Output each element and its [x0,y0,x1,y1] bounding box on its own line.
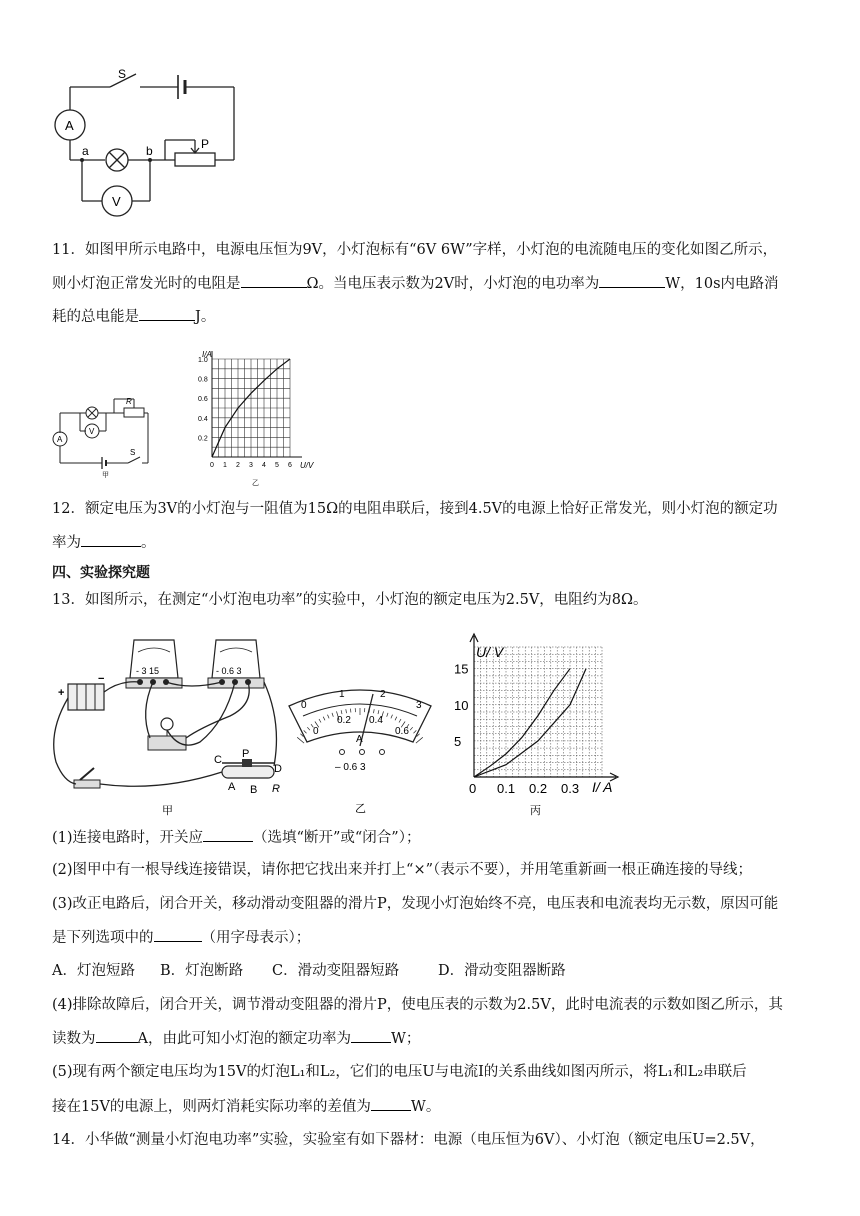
q13-p1 [52,827,420,848]
q11-chart-ylabel: I/A [202,350,212,359]
q11-blank-resistance[interactable] [241,273,307,288]
q11-jia-r-label: R [126,397,132,406]
dial-terminals: – 0.6 3 [335,762,366,773]
x-tick-label: 1 [223,462,227,469]
q11-line3-text-b: J。 [195,309,216,325]
voltmeter-device [126,640,182,688]
q11-line1: 11．如图甲所示电路中，电源电压恒为9V，小灯泡标有“6V 6W”字样，小灯泡的电流随电压的变化如图乙所示， [52,242,778,258]
q13-p4-text-c: W； [390,1031,421,1047]
y-tick-label: 10 [454,697,469,713]
q13-p3-line1: (3)改正电路后，闭合开关，移动滑动变阻器的滑片P，发现小灯泡始终不亮，电压表和电流表均无示数，原因可能 [52,896,779,912]
dial-bottom-tick-0: 0 [313,726,319,737]
voltmeter-label: V [112,194,121,209]
rheostat-r-label: R [272,783,280,795]
option-a[interactable]: A．灯泡短路 [52,963,135,979]
dial-top-tick-0: 0 [301,700,307,711]
q13-blank-rated-power[interactable] [351,1028,391,1043]
q14-line1: 14．小华做“测量小灯泡电功率”实验，实验室有如下器材：电源（电压恒为6V）、小灯泡（额定电压U=2.5V， [52,1132,765,1148]
q13-chart-bing [440,632,630,822]
option-d[interactable]: D．滑动变阻器断路 [438,963,566,979]
switch-device [74,768,100,788]
q13-chart-ylabel: U/ V [476,644,504,660]
switch-label: S [118,67,127,81]
x-tick-label: 0.1 [497,781,516,796]
y-tick-label: 0.8 [198,376,208,384]
q13-ammeter-dial-yi [285,680,435,820]
q13-p3-text-b: （用字母表示）； [201,930,311,946]
q13-p5-text-a: 接在15V的电源上，则两灯消耗实际功率的差值为 [52,1099,371,1115]
q13-blank-switch[interactable] [203,827,253,842]
y-tick-label: 0.4 [198,415,208,423]
q13-jia-caption: 甲 [162,805,173,817]
q13-intro: 13．如图所示，在测定“小灯泡电功率”的实验中，小灯泡的额定电压为2.5V，电阻约为8Ω。 [52,592,648,608]
q11-blank-energy[interactable] [139,306,195,321]
battery-pack [68,684,104,710]
rheostat-p-label: P [242,748,250,760]
q13-p4-line2 [52,1028,420,1049]
q11-line2-text-b: Ω。当电压表示数为2V时，小灯泡的电功率为 [306,276,600,292]
q13-chart-curve-1 [474,669,570,777]
dial-tick [416,737,423,743]
q11-line3-text-a: 耗的总电能是 [52,309,139,325]
rheostat-a-label: A [228,781,236,793]
y-tick-label: 0.2 [198,435,208,443]
q13-p4-text-a: 读数为 [52,1031,96,1047]
x-tick-label: 5 [275,462,279,469]
top-circuit-diagram [50,60,250,220]
ammeter-scale: - 0.6 3 [216,666,242,676]
q13-blank-current[interactable] [96,1028,138,1043]
dial-top-tick-1: 1 [339,689,345,700]
ammeter-device [208,640,264,688]
q12-blank-power[interactable] [81,532,141,547]
dial-bottom-tick-1: 0.2 [337,715,351,726]
q13-p1-text-a: (1)连接电路时，开关应 [52,830,204,846]
x-tick-label: 0.3 [561,781,580,796]
x-tick-label: 2 [236,462,240,469]
q11-circuit-jia [50,385,160,479]
q13-p4-text-b: A，由此可知小灯泡的额定功率为 [137,1031,351,1047]
q11-chart-xlabel: U/V [300,461,314,470]
rheostat-d-label: D [274,763,282,775]
dial-unit: A [356,734,363,745]
lamp-on-base [148,718,186,750]
dial-bottom-tick-2: 0.4 [369,715,383,726]
q11-jia-a-label: A [57,435,63,444]
q13-p5-line2 [52,1096,440,1117]
x-tick-label: 6 [288,462,292,469]
rheostat-b-label: B [250,784,258,796]
battery-minus-label: − [98,673,105,685]
q13-apparatus-jia [50,632,290,822]
q13-p3-line2 [52,927,310,948]
y-tick-label: 5 [454,733,462,749]
q13-chart-xlabel: I/ A [592,779,613,795]
q11-chart-caption: 乙 [252,480,259,487]
q11-line2-text-a: 则小灯泡正常发光时的电阻是 [52,276,241,292]
rheostat-c-label: C [214,754,222,766]
y-tick-label: 1.0 [198,357,208,364]
q13-p4-line1: (4)排除故障后，闭合开关，调节滑动变阻器的滑片P，使电压表的示数为2.5V，此时电流表的示数如图乙所示，其 [52,997,783,1013]
y-tick-label: 0.6 [198,396,208,404]
node-b-label: b [146,144,153,158]
ammeter-label: A [65,118,74,133]
q13-yi-caption: 乙 [355,803,366,815]
option-c[interactable]: C．滑动变阻器短路 [272,963,400,979]
q11-line3 [52,306,215,327]
section-heading: 四、实验探究题 [52,565,150,581]
q11-jia-s-label: S [130,448,136,457]
q11-jia-v-label: V [89,427,95,436]
q13-bing-caption: 丙 [530,805,541,817]
q11-line2 [52,273,779,294]
q13-p5-line1: (5)现有两个额定电压均为15V的灯泡L₁和L₂，它们的电压U与电流I的关系曲线如图丙所示，将L₁和L₂串联后 [52,1064,747,1080]
q11-chart-yi [190,345,330,495]
q13-blank-option[interactable] [154,927,202,942]
x-tick-label: 0.2 [529,781,548,796]
x-tick-label: 4 [262,462,266,469]
dial-bottom-tick-3: 0.6 [395,726,409,737]
q12-line2-text-b: 。 [141,535,156,551]
q12-line1: 12．额定电压为3V的小灯泡与一阻值为15Ω的电阻串联后，接到4.5V的电源上恰好正常发光，则小灯泡的额定功 [52,501,778,517]
x-tick-label: 0 [469,781,477,796]
q11-blank-power[interactable] [599,273,665,288]
voltmeter-scale: - 3 15 [136,666,160,676]
q13-p2: (2)图甲中有一根导线连接错误，请你把它找出来并打上“×”（表示不要），并用笔重新画一根正确连接的导线； [52,862,753,878]
q13-chart-curve-2 [474,669,586,777]
q13-blank-power-diff[interactable] [371,1096,411,1111]
battery-plus-label: + [58,687,65,699]
q11-line2-text-c: W，10s内电路消 [665,276,779,292]
dial-tick [297,737,304,743]
node-a-label: a [82,144,89,158]
x-tick-label: 0 [210,462,214,469]
q13-p1-text-b: （选填“断开”或“闭合”）； [253,830,421,846]
option-b[interactable]: B．灯泡断路 [160,963,244,979]
y-tick-label: 15 [454,661,469,677]
x-tick-label: 3 [249,462,253,469]
q12-line2-text-a: 率为 [52,535,81,551]
q13-options [52,961,566,981]
q12-line2 [52,532,156,553]
dial-top-tick-3: 3 [416,700,422,711]
q13-p5-text-b: W。 [410,1099,441,1115]
dial-top-tick-2: 2 [380,689,386,700]
rheostat-device [222,759,274,778]
q11-jia-caption: 甲 [102,472,109,479]
slider-label: P [201,137,210,151]
q13-p3-text-a: 是下列选项中的 [52,930,154,946]
